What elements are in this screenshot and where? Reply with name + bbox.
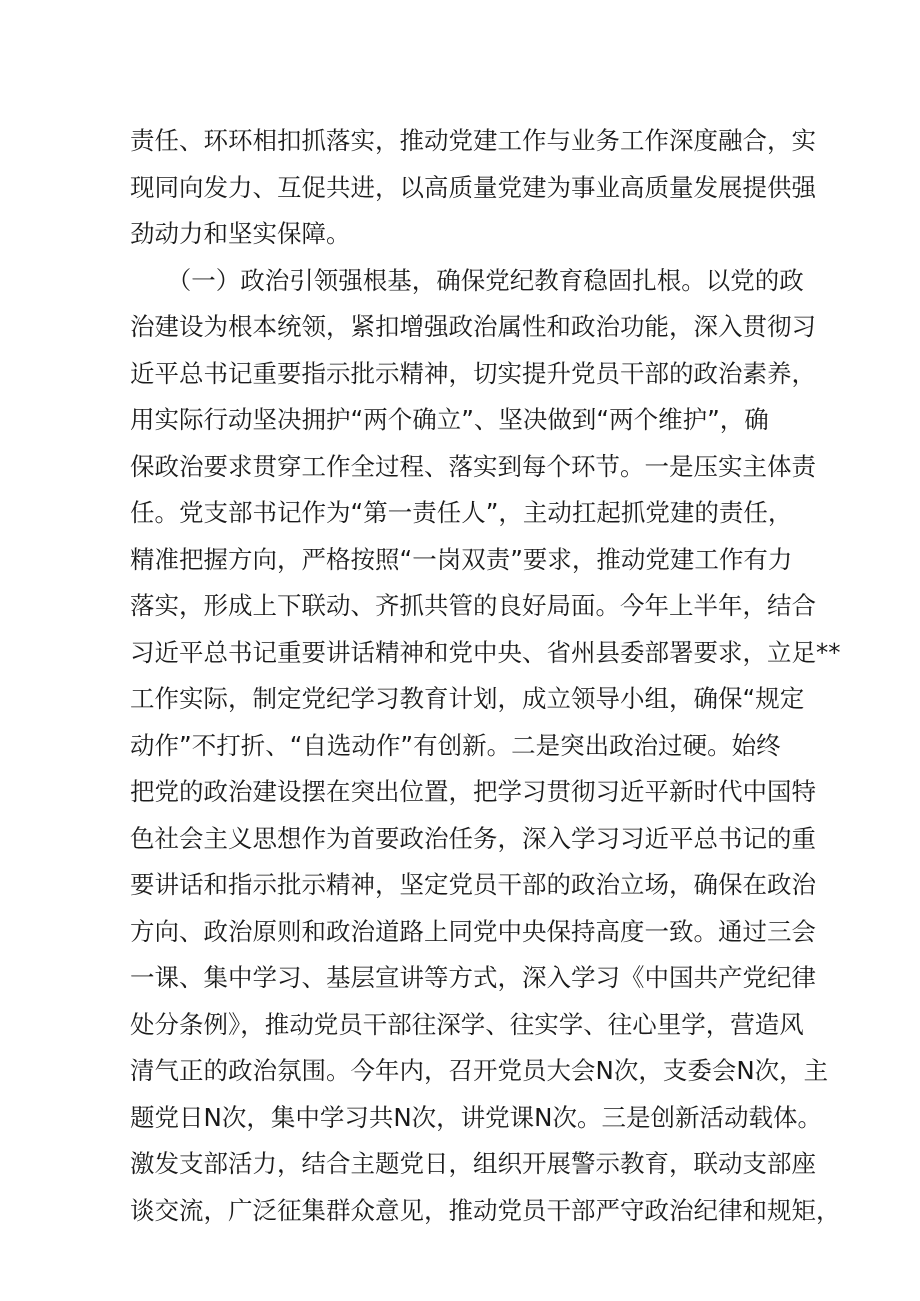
text-line: 动作”不打折、“自选动作”有创新。二是突出政治过硬。始终	[130, 730, 781, 760]
text-line: 清气正的政治氛围。今年内，召开党员大会N次，支委会N次，主	[130, 1056, 829, 1085]
text-line: 近平总书记重要指示批示精神，切实提升党员干部的政治素养，	[130, 358, 816, 388]
text-line: 精准把握方向，严格按照“一岗双责”要求，推动党建工作有力	[130, 544, 793, 574]
text-line: 要讲话和指示批示精神，坚定党员干部的政治立场，确保在政治	[130, 870, 816, 899]
text-line: 治建设为根本统领，紧扣增强政治属性和政治功能，深入贯彻习	[130, 312, 816, 341]
text-line: 用实际行动坚决拥护“两个确立”、坚决做到“两个维护”，确	[130, 405, 769, 434]
text-line: 保政治要求贯穿工作全过程、落实到每个环节。一是压实主体责	[130, 451, 816, 481]
text-line: 处分条例》，推动党员干部往深学、往实学、往心里学，营造风	[130, 1009, 804, 1039]
text-line: 习近平总书记重要讲话精神和党中央、省州县委部署要求，立足**	[130, 637, 841, 667]
text-line: 劲动力和坚实保障。	[130, 219, 351, 248]
text-line: 色社会主义思想作为首要政治任务，深入学习习近平总书记的重	[130, 823, 816, 853]
text-line: 工作实际，制定党纪学习教育计划，成立领导小组，确保“规定	[130, 684, 805, 713]
text-line: 把党的政治建设摆在突出位置，把学习贯彻习近平新时代中国特	[130, 777, 816, 806]
text-line: 方向、政治原则和政治道路上同党中央保持高度一致。通过三会	[130, 916, 816, 946]
text-line: 激发支部活力，结合主题党日，组织开展警示教育，联动支部座	[130, 1149, 816, 1178]
text-line: 落实，形成上下联动、齐抓共管的良好局面。今年上半年，结合	[130, 591, 816, 620]
text-line: 任。党支部书记作为“第一责任人”，主动扛起抓党建的责任，	[130, 498, 793, 527]
text-line: 现同向发力、互促共进，以高质量党建为事业高质量发展提供强	[130, 172, 816, 202]
section-heading-line: （一）政治引领强根基，确保党纪教育稳固扎根。以党的政	[130, 265, 804, 295]
text-line: 题党日N次，集中学习共N次，讲党课N次。三是创新活动载体。	[130, 1102, 822, 1132]
text-line: 谈交流，广泛征集群众意见，推动党员干部严守政治纪律和规矩，	[130, 1195, 841, 1225]
body-text	[130, 118, 841, 1234]
text-line: 责任、环环相扣抓落实，推动党建工作与业务工作深度融合，实	[130, 126, 816, 155]
text-line: 一课、集中学习、基层宣讲等方式，深入学习《中国共产党纪律	[130, 963, 816, 992]
